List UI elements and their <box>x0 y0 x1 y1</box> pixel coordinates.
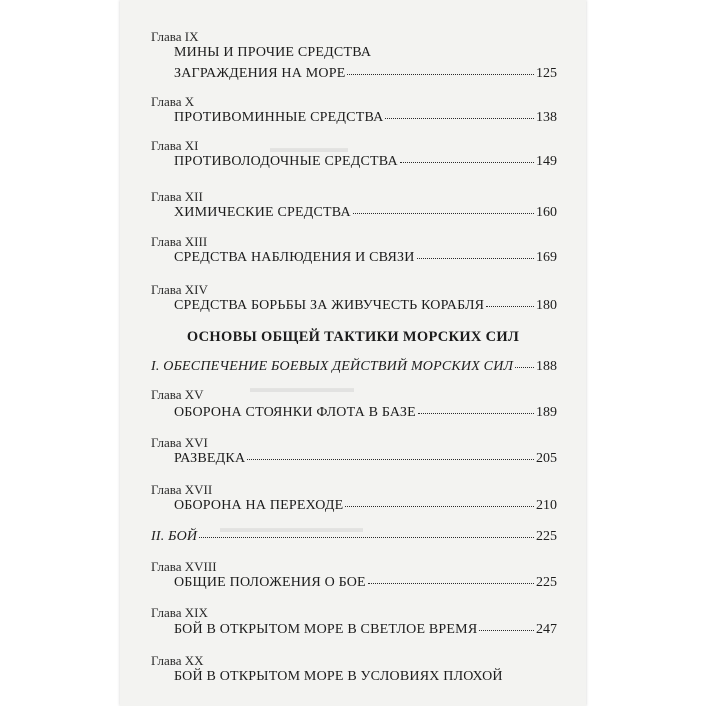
chapter-9-title-line1: МИНЫ И ПРОЧИЕ СРЕДСТВА <box>174 45 372 60</box>
chapter-16-title: РАЗВЕДКА <box>174 451 246 466</box>
chapter-18-title: ОБЩИЕ ПОЛОЖЕНИЯ О БОЕ <box>174 575 366 590</box>
dot-leader <box>479 630 534 631</box>
toc-entry-part-1[interactable] <box>151 360 557 374</box>
dot-leader <box>515 367 534 368</box>
chapter-10-title: ПРОТИВОМИННЫЕ СРЕДСТВА <box>174 110 384 125</box>
chapter-15-title: ОБОРОНА СТОЯНКИ ФЛОТА В БАЗЕ <box>174 405 416 420</box>
dot-leader <box>400 162 534 163</box>
chapter-12-title: ХИМИЧЕСКИЕ СРЕДСТВА <box>174 205 351 220</box>
chapter-9-page: 125 <box>536 66 557 81</box>
chapter-16-label: Глава XVI <box>151 435 208 450</box>
chapter-19-page: 247 <box>536 622 557 637</box>
dot-leader <box>247 459 534 460</box>
chapter-9-label: Глава IX <box>151 29 199 44</box>
chapter-13-page: 169 <box>536 250 557 265</box>
chapter-17-title: ОБОРОНА НА ПЕРЕХОДЕ <box>174 498 344 513</box>
chapter-10-page: 138 <box>536 110 557 125</box>
chapter-18-label: Глава XVIII <box>151 559 217 574</box>
chapter-12-page: 160 <box>536 205 557 220</box>
book-page <box>120 0 586 706</box>
chapter-16-page: 205 <box>536 451 557 466</box>
chapter-11-label: Глава XI <box>151 138 199 153</box>
chapter-11-page: 149 <box>536 154 557 169</box>
toc-entry-chapter-16[interactable] <box>174 452 557 466</box>
toc-entry-chapter-9[interactable] <box>174 67 557 81</box>
chapter-20-label: Глава XX <box>151 653 204 668</box>
toc-entry-chapter-15[interactable] <box>174 406 557 420</box>
part-2-title: II. БОЙ <box>151 529 198 544</box>
dot-leader <box>418 413 534 414</box>
chapter-14-label: Глава XIV <box>151 282 208 297</box>
chapter-20-title-line1: БОЙ В ОТКРЫТОМ МОРЕ В УСЛОВИЯХ ПЛОХОЙ <box>174 669 503 684</box>
chapter-19-label: Глава XIX <box>151 605 208 620</box>
dot-leader <box>353 213 534 214</box>
chapter-17-label: Глава XVII <box>151 482 213 497</box>
chapter-13-label: Глава XIII <box>151 234 208 249</box>
toc-entry-chapter-13[interactable] <box>174 251 557 265</box>
toc-entry-part-2[interactable] <box>151 530 557 544</box>
show-through-ghost: ▬▬▬▬▬▬▬▬▬▬▬ <box>220 520 363 535</box>
show-through-ghost: ▬▬▬▬▬▬▬▬ <box>250 380 354 395</box>
toc-entry-chapter-10[interactable] <box>174 111 557 125</box>
chapter-9-title: ЗАГРАЖДЕНИЯ НА МОРЕ <box>174 66 346 81</box>
toc-entry-chapter-19[interactable] <box>174 623 557 637</box>
section-heading: ОСНОВЫ ОБЩЕЙ ТАКТИКИ МОРСКИХ СИЛ <box>186 329 520 345</box>
dot-leader <box>417 258 534 259</box>
dot-leader <box>345 506 534 507</box>
chapter-13-title: СРЕДСТВА НАБЛЮДЕНИЯ И СВЯЗИ <box>174 250 415 265</box>
dot-leader <box>486 306 534 307</box>
chapter-14-page: 180 <box>536 298 557 313</box>
toc-entry-chapter-17[interactable] <box>174 499 557 513</box>
chapter-12-label: Глава XII <box>151 189 203 204</box>
toc-entry-chapter-12[interactable] <box>174 206 557 220</box>
chapter-10-label: Глава X <box>151 94 195 109</box>
toc-entry-chapter-11[interactable] <box>174 155 557 169</box>
dot-leader <box>347 74 534 75</box>
part-1-title: I. ОБЕСПЕЧЕНИЕ БОЕВЫХ ДЕЙСТВИЙ МОРСКИХ СИЛ <box>151 359 514 374</box>
chapter-14-title: СРЕДСТВА БОРЬБЫ ЗА ЖИВУЧЕСТЬ КОРАБЛЯ <box>174 298 485 313</box>
chapter-15-label: Глава XV <box>151 387 204 402</box>
chapter-18-page: 225 <box>536 575 557 590</box>
chapter-17-page: 210 <box>536 498 557 513</box>
dot-leader <box>368 583 534 584</box>
chapter-11-title: ПРОТИВОЛОДОЧНЫЕ СРЕДСТВА <box>174 154 398 169</box>
show-through-ghost: ▬▬▬▬▬▬ <box>270 140 348 155</box>
dot-leader <box>199 537 534 538</box>
chapter-15-page: 189 <box>536 405 557 420</box>
dot-leader <box>385 118 534 119</box>
part-2-page: 225 <box>536 529 557 544</box>
toc-entry-chapter-18[interactable] <box>174 576 557 590</box>
part-1-page: 188 <box>536 359 557 374</box>
toc-entry-chapter-14[interactable] <box>174 299 557 313</box>
chapter-19-title: БОЙ В ОТКРЫТОМ МОРЕ В СВЕТЛОЕ ВРЕМЯ <box>174 622 478 637</box>
